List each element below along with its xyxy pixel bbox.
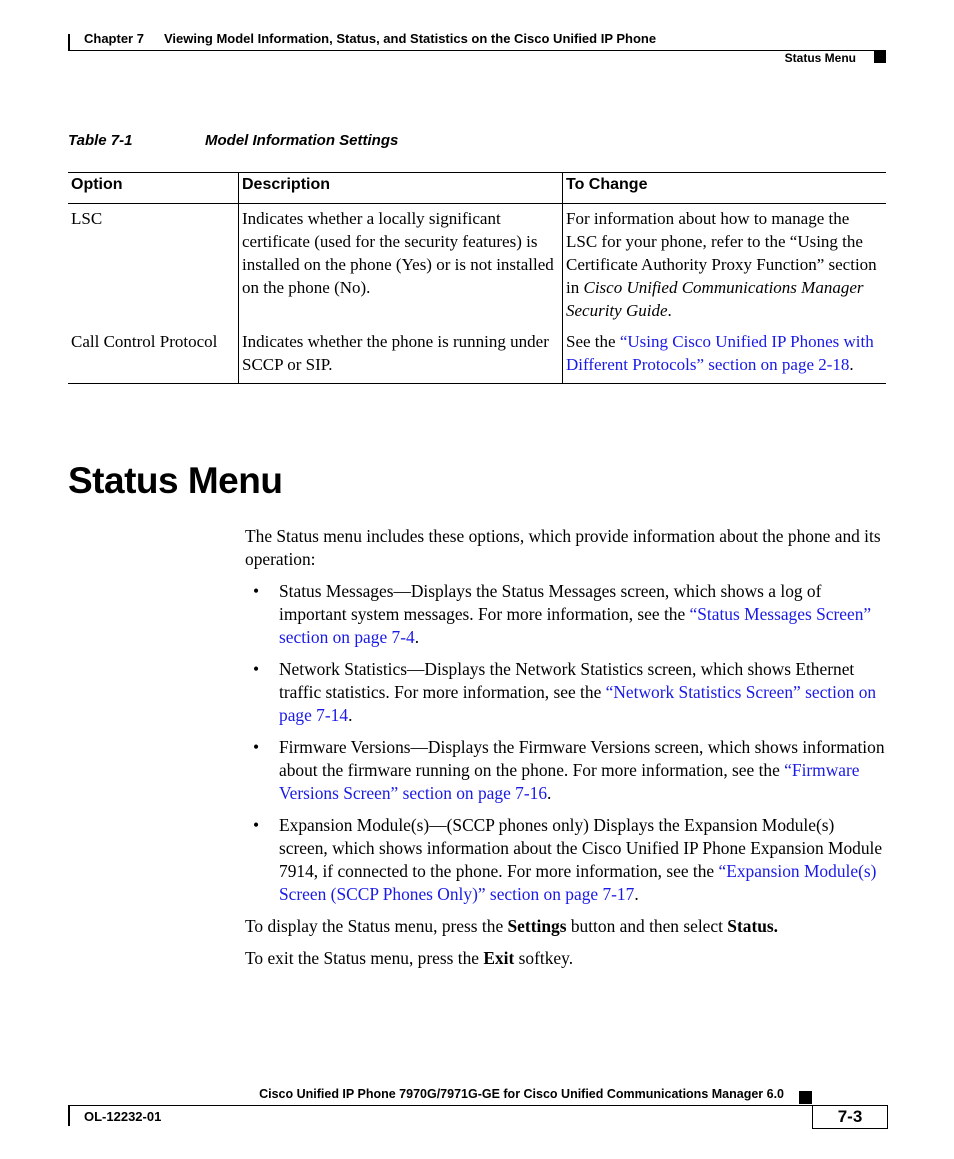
model-information-table <box>68 172 886 384</box>
cell-to-change <box>563 204 887 328</box>
status-options-list <box>245 580 885 906</box>
table-caption <box>68 132 399 149</box>
bullet-glyph: • <box>253 815 260 835</box>
list-item-text: Status Messages—Displays the Status Messages screen, which shows a log of important system messages. For more information, see the <box>279 581 822 624</box>
section-title: Status Menu <box>68 460 283 501</box>
header-rule <box>68 50 886 51</box>
bullet-glyph: • <box>253 737 260 757</box>
table-caption-title: Model Information Settings <box>205 132 399 149</box>
footer-doc-number: OL-12232-01 <box>84 1109 162 1124</box>
footer-left-bar <box>68 1105 70 1126</box>
display-instruction-text: To display the Status menu, press the <box>245 916 508 936</box>
table-caption-number: Table 7-1 <box>68 132 133 149</box>
settings-button-name: Settings <box>507 916 567 936</box>
header-chapter-title: Viewing Model Information, Status, and Statistics on the Cisco Unified IP Phone <box>163 31 657 46</box>
list-item-text: Expansion Module(s)—(SCCP phones only) Displays the Expansion Module(s) screen, which shows information about the Cisco Unified IP Phone Expansion Module 7914, if connected to the phone. For more information, see the <box>279 815 883 881</box>
cell-description: Indicates whether a locally significant certificate (used for the security features) is installed on the phone (Yes) or is not installed on the phone (No). <box>239 204 563 328</box>
header-chapter-label: Chapter 7 <box>84 31 144 46</box>
list-item <box>245 658 885 727</box>
footer-page-number: 7-3 <box>812 1105 888 1129</box>
footer-square-marker <box>799 1091 812 1104</box>
section-body <box>245 525 885 979</box>
header-chapter <box>84 31 656 46</box>
table-row <box>68 204 886 328</box>
list-item-end: . <box>348 705 353 725</box>
cell-to-change-end: . <box>667 301 672 320</box>
bullet-glyph: • <box>253 659 260 679</box>
column-header-option: Option <box>68 173 239 204</box>
header-section-name: Status Menu <box>784 51 856 65</box>
column-header-description: Description <box>239 173 563 204</box>
exit-instruction <box>245 947 885 970</box>
header-square-marker <box>874 51 886 63</box>
firmware-versions-link[interactable]: “Firmware Versions Screen” section on page 7-16 <box>279 760 860 803</box>
list-item-end: . <box>547 783 552 803</box>
cell-option: Call Control Protocol <box>68 327 239 384</box>
footer-rule <box>68 1105 812 1106</box>
list-item <box>245 580 885 649</box>
expansion-module-link[interactable]: “Expansion Module(s) Screen (SCCP Phones Only)” section on page 7-17 <box>279 861 877 904</box>
cell-description: Indicates whether the phone is running under SCCP or SIP. <box>239 327 563 384</box>
cell-to-change-text: See the <box>566 332 620 351</box>
exit-instruction-end: softkey. <box>514 948 574 968</box>
header-left-bar <box>68 34 70 50</box>
table-row <box>68 327 886 384</box>
list-item-text: Firmware Versions—Displays the Firmware Versions screen, which shows information about the firmware running on the phone. For more information, see the <box>279 737 885 780</box>
footer-book-title: Cisco Unified IP Phone 7970G/7971G-GE for Cisco Unified Communications Manager 6.0 <box>259 1087 784 1101</box>
network-statistics-link[interactable]: “Network Statistics Screen” section on page 7-14 <box>279 682 877 725</box>
exit-softkey-name: Exit <box>483 948 515 968</box>
display-instruction <box>245 915 885 938</box>
exit-instruction-text: To exit the Status menu, press the <box>245 948 484 968</box>
status-messages-link[interactable]: “Status Messages Screen” section on page 7-4 <box>279 604 872 647</box>
list-item-end: . <box>634 884 639 904</box>
intro-paragraph: The Status menu includes these options, which provide information about the phone and its operation: <box>245 526 881 569</box>
cell-to-change-guide-title: Cisco Unified Communications Manager Security Guide <box>566 278 864 320</box>
table-header-row <box>68 173 886 204</box>
list-item <box>245 814 885 906</box>
bullet-glyph: • <box>253 581 260 601</box>
protocols-section-link[interactable]: “Using Cisco Unified IP Phones with Different Protocols” section on page 2-18 <box>566 332 874 374</box>
cell-option: LSC <box>68 204 239 328</box>
cell-to-change-end: . <box>849 355 854 374</box>
column-header-to-change: To Change <box>563 173 887 204</box>
list-item <box>245 736 885 805</box>
cell-to-change <box>563 327 887 384</box>
cell-to-change-text: For information about how to manage the LSC for your phone, refer to the “Using the Certificate Authority Proxy Function” section in <box>566 209 877 297</box>
list-item-text: Network Statistics—Displays the Network Statistics screen, which shows Ethernet traffic statistics. For more information, see the <box>279 659 855 702</box>
display-instruction-mid: button and then select <box>566 916 728 936</box>
list-item-end: . <box>414 627 420 647</box>
status-option-name: Status. <box>727 916 779 936</box>
